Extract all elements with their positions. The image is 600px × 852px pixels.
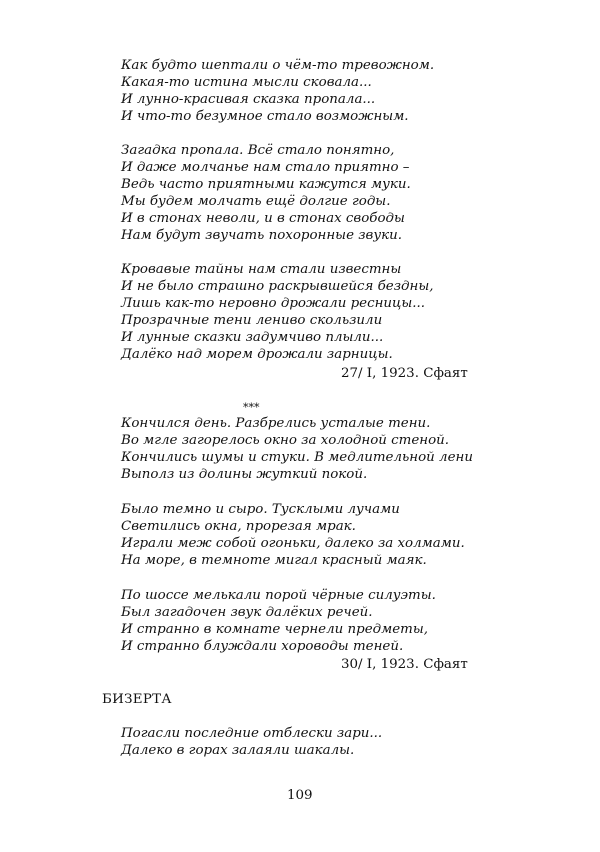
poem-line: И странно в комнате чернели предметы, bbox=[121, 622, 429, 637]
poem-line: Выполз из долины жуткий покой. bbox=[121, 467, 368, 482]
poem-line: Далёко над морем дрожали зарницы. bbox=[121, 347, 393, 362]
poem-line: Во мгле загорелось окно за холодной стеной. bbox=[121, 433, 450, 448]
poem-line: И не было страшно раскрывшейся бездны, bbox=[121, 279, 434, 294]
poem-line: На море, в темноте мигал красный маяк. bbox=[121, 553, 427, 568]
section-separator: *** bbox=[243, 401, 260, 414]
poem-line: Кровавые тайны нам стали известны bbox=[121, 262, 402, 277]
poem-line: Был загадочен звук далёких речей. bbox=[121, 605, 373, 620]
poem-line: Мы будем молчать ещё долгие годы. bbox=[121, 194, 391, 209]
poem-line: Далеко в горах залаяли шакалы. bbox=[121, 743, 355, 758]
poem-line: Как будто шептали о чём-то тревожном. bbox=[121, 58, 435, 73]
poem-line: Кончились шумы и стуки. В медлительной лени bbox=[121, 450, 473, 465]
page-number: 109 bbox=[287, 788, 313, 803]
poem-date: 27/ I, 1923. Сфаят bbox=[341, 366, 468, 381]
poem-title: БИЗЕРТА bbox=[102, 692, 172, 707]
poem-line: И лунно-красивая сказка пропала... bbox=[121, 92, 376, 107]
poem-line: Какая-то истина мысли сковала... bbox=[121, 75, 372, 90]
poem-line: Играли меж собой огоньки, далеко за холмами. bbox=[121, 536, 465, 551]
poem-line: Лишь как-то неровно дрожали ресницы... bbox=[121, 296, 426, 311]
poem-line: По шоссе мелькали порой чёрные силуэты. bbox=[121, 588, 436, 603]
poem-line: Кончился день. Разбрелись усталые тени. bbox=[121, 416, 431, 431]
poem-line: Загадка пропала. Всё стало понятно, bbox=[121, 143, 395, 158]
poem-line: И лунные сказки задумчиво плыли... bbox=[121, 330, 384, 345]
poem-line: Прозрачные тени лениво скользили bbox=[121, 313, 383, 328]
poem-line: И в стонах неволи, и в стонах свободы bbox=[121, 211, 405, 226]
poem-line: Погасли последние отблески зари... bbox=[121, 726, 383, 741]
poem-line: И даже молчанье нам стало приятно – bbox=[121, 160, 410, 175]
poem-line: Ведь часто приятными кажутся муки. bbox=[121, 177, 411, 192]
poem-line: Нам будут звучать похоронные звуки. bbox=[121, 228, 402, 243]
poem-line: И что-то безумное стало возможным. bbox=[121, 109, 409, 124]
poem-date: 30/ I, 1923. Сфаят bbox=[341, 657, 468, 672]
poem-line: Было темно и сыро. Тусклыми лучами bbox=[121, 502, 400, 517]
poem-line: Светились окна, прорезая мрак. bbox=[121, 519, 356, 534]
poem-line: И странно блуждали хороводы теней. bbox=[121, 639, 404, 654]
